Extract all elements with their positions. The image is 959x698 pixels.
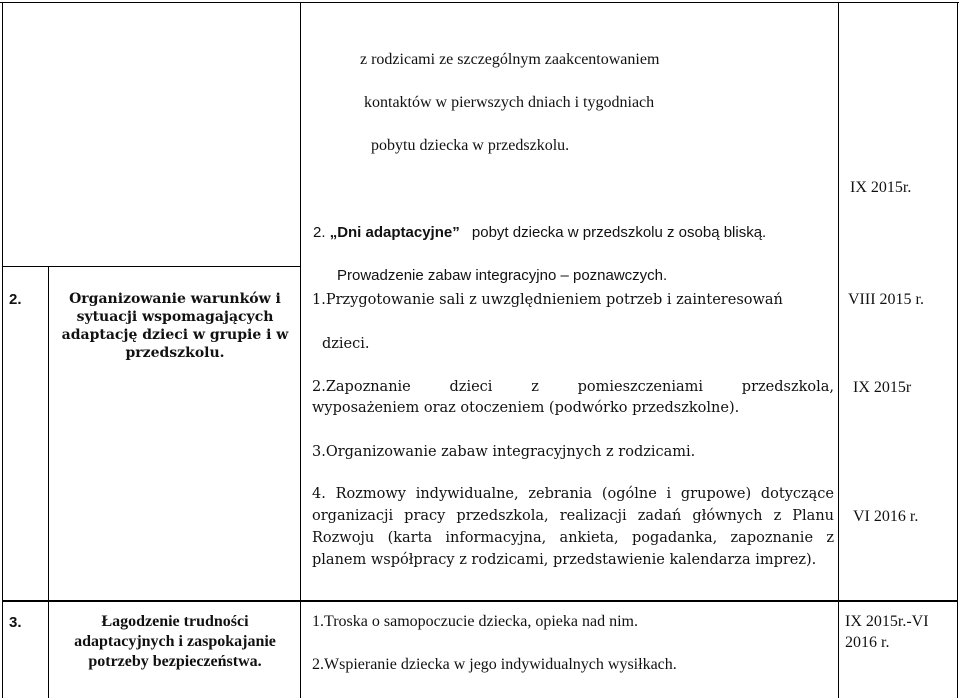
intro-line-3: pobytu dziecka w przedszkolu. — [371, 137, 570, 154]
section-title — [50, 290, 300, 362]
intro-line-2: kontaktów w pierwszych dniach i tygodniach — [364, 94, 655, 111]
date-2: IX 2015r — [853, 379, 912, 396]
task-2-line-2: wyposażeniem oraz otoczeniem (podwórko przedszkolne). — [312, 400, 740, 416]
intro-line-1: z rodzicami ze szczególnym zaakcentowaniem — [360, 51, 660, 68]
section-title-line: potrzeby bezpieczeństwa. — [88, 653, 262, 670]
adaptation-days-title: „Dni adaptacyjne” — [329, 224, 460, 241]
column-divider-1 — [48, 266, 49, 698]
task-2-line-1: 2.Zapoznanie dzieci z pomieszczeniami przedszkola, — [312, 379, 834, 395]
row-divider-2 — [2, 600, 958, 602]
table-border-top — [0, 2, 959, 3]
section-title-line: adaptację dzieci w grupie i w — [61, 327, 289, 343]
row-divider-1 — [2, 266, 301, 267]
row-number: 3. — [9, 614, 22, 631]
task-4-line-2: organizacji pracy przedszkola, realizacji zadań głównych z Planu — [312, 508, 834, 524]
table-border-right — [957, 2, 958, 698]
section-title-line: adaptacyjnych i zaspokajanie — [74, 633, 276, 650]
section-title — [50, 612, 300, 672]
section-title-line: Organizowanie warunków i — [69, 291, 281, 307]
date-3: VI 2016 r. — [853, 508, 919, 525]
integration-games-line: Prowadzenie zabaw integracyjno – poznawczych. — [337, 267, 668, 284]
intro-date: IX 2015r. — [850, 179, 912, 196]
task-1-line-2: dzieci. — [322, 336, 370, 352]
adaptation-days-item — [313, 223, 766, 243]
section-title-line: sytuacji wspomagających — [76, 309, 274, 325]
item-number: 2. — [313, 224, 326, 241]
date-1: VIII 2015 r. — [848, 291, 924, 308]
task-4-line-3: Rozwoju (karta informacyjna, ankieta, pogadanka, zapoznanie z — [312, 530, 834, 546]
row-number: 2. — [9, 291, 22, 308]
column-divider-2 — [300, 2, 301, 698]
task-4-line-1: 4. Rozmowy indywidualne, zebrania (ogólne i grupowe) dotyczące — [312, 486, 834, 502]
task-4-line-4: planem współpracy z rodzicami, przedstawienie kalendarza imprez). — [312, 552, 817, 568]
task-2: 2.Wspieranie dziecka w jego indywidualnych wysiłkach. — [312, 656, 677, 673]
date-range-line-2: 2016 r. — [845, 634, 890, 651]
task-1: 1.Troska o samopoczucie dziecka, opieka nad nim. — [312, 613, 638, 630]
section-title-line: Łagodzenie trudności — [101, 613, 249, 630]
table-border-left — [2, 2, 3, 698]
task-3: 3.Organizowanie zabaw integracyjnych z rodzicami. — [312, 444, 696, 460]
adaptation-days-desc: pobyt dziecka w przedszkolu z osobą bliską. — [471, 224, 767, 241]
column-divider-3 — [838, 2, 839, 698]
date-range-line-1: IX 2015r.-VI — [845, 613, 929, 630]
task-1-line-1: 1.Przygotowanie sali z uwzględnieniem potrzeb i zainteresowań — [312, 292, 783, 308]
section-title-line: przedszkolu. — [125, 345, 225, 361]
